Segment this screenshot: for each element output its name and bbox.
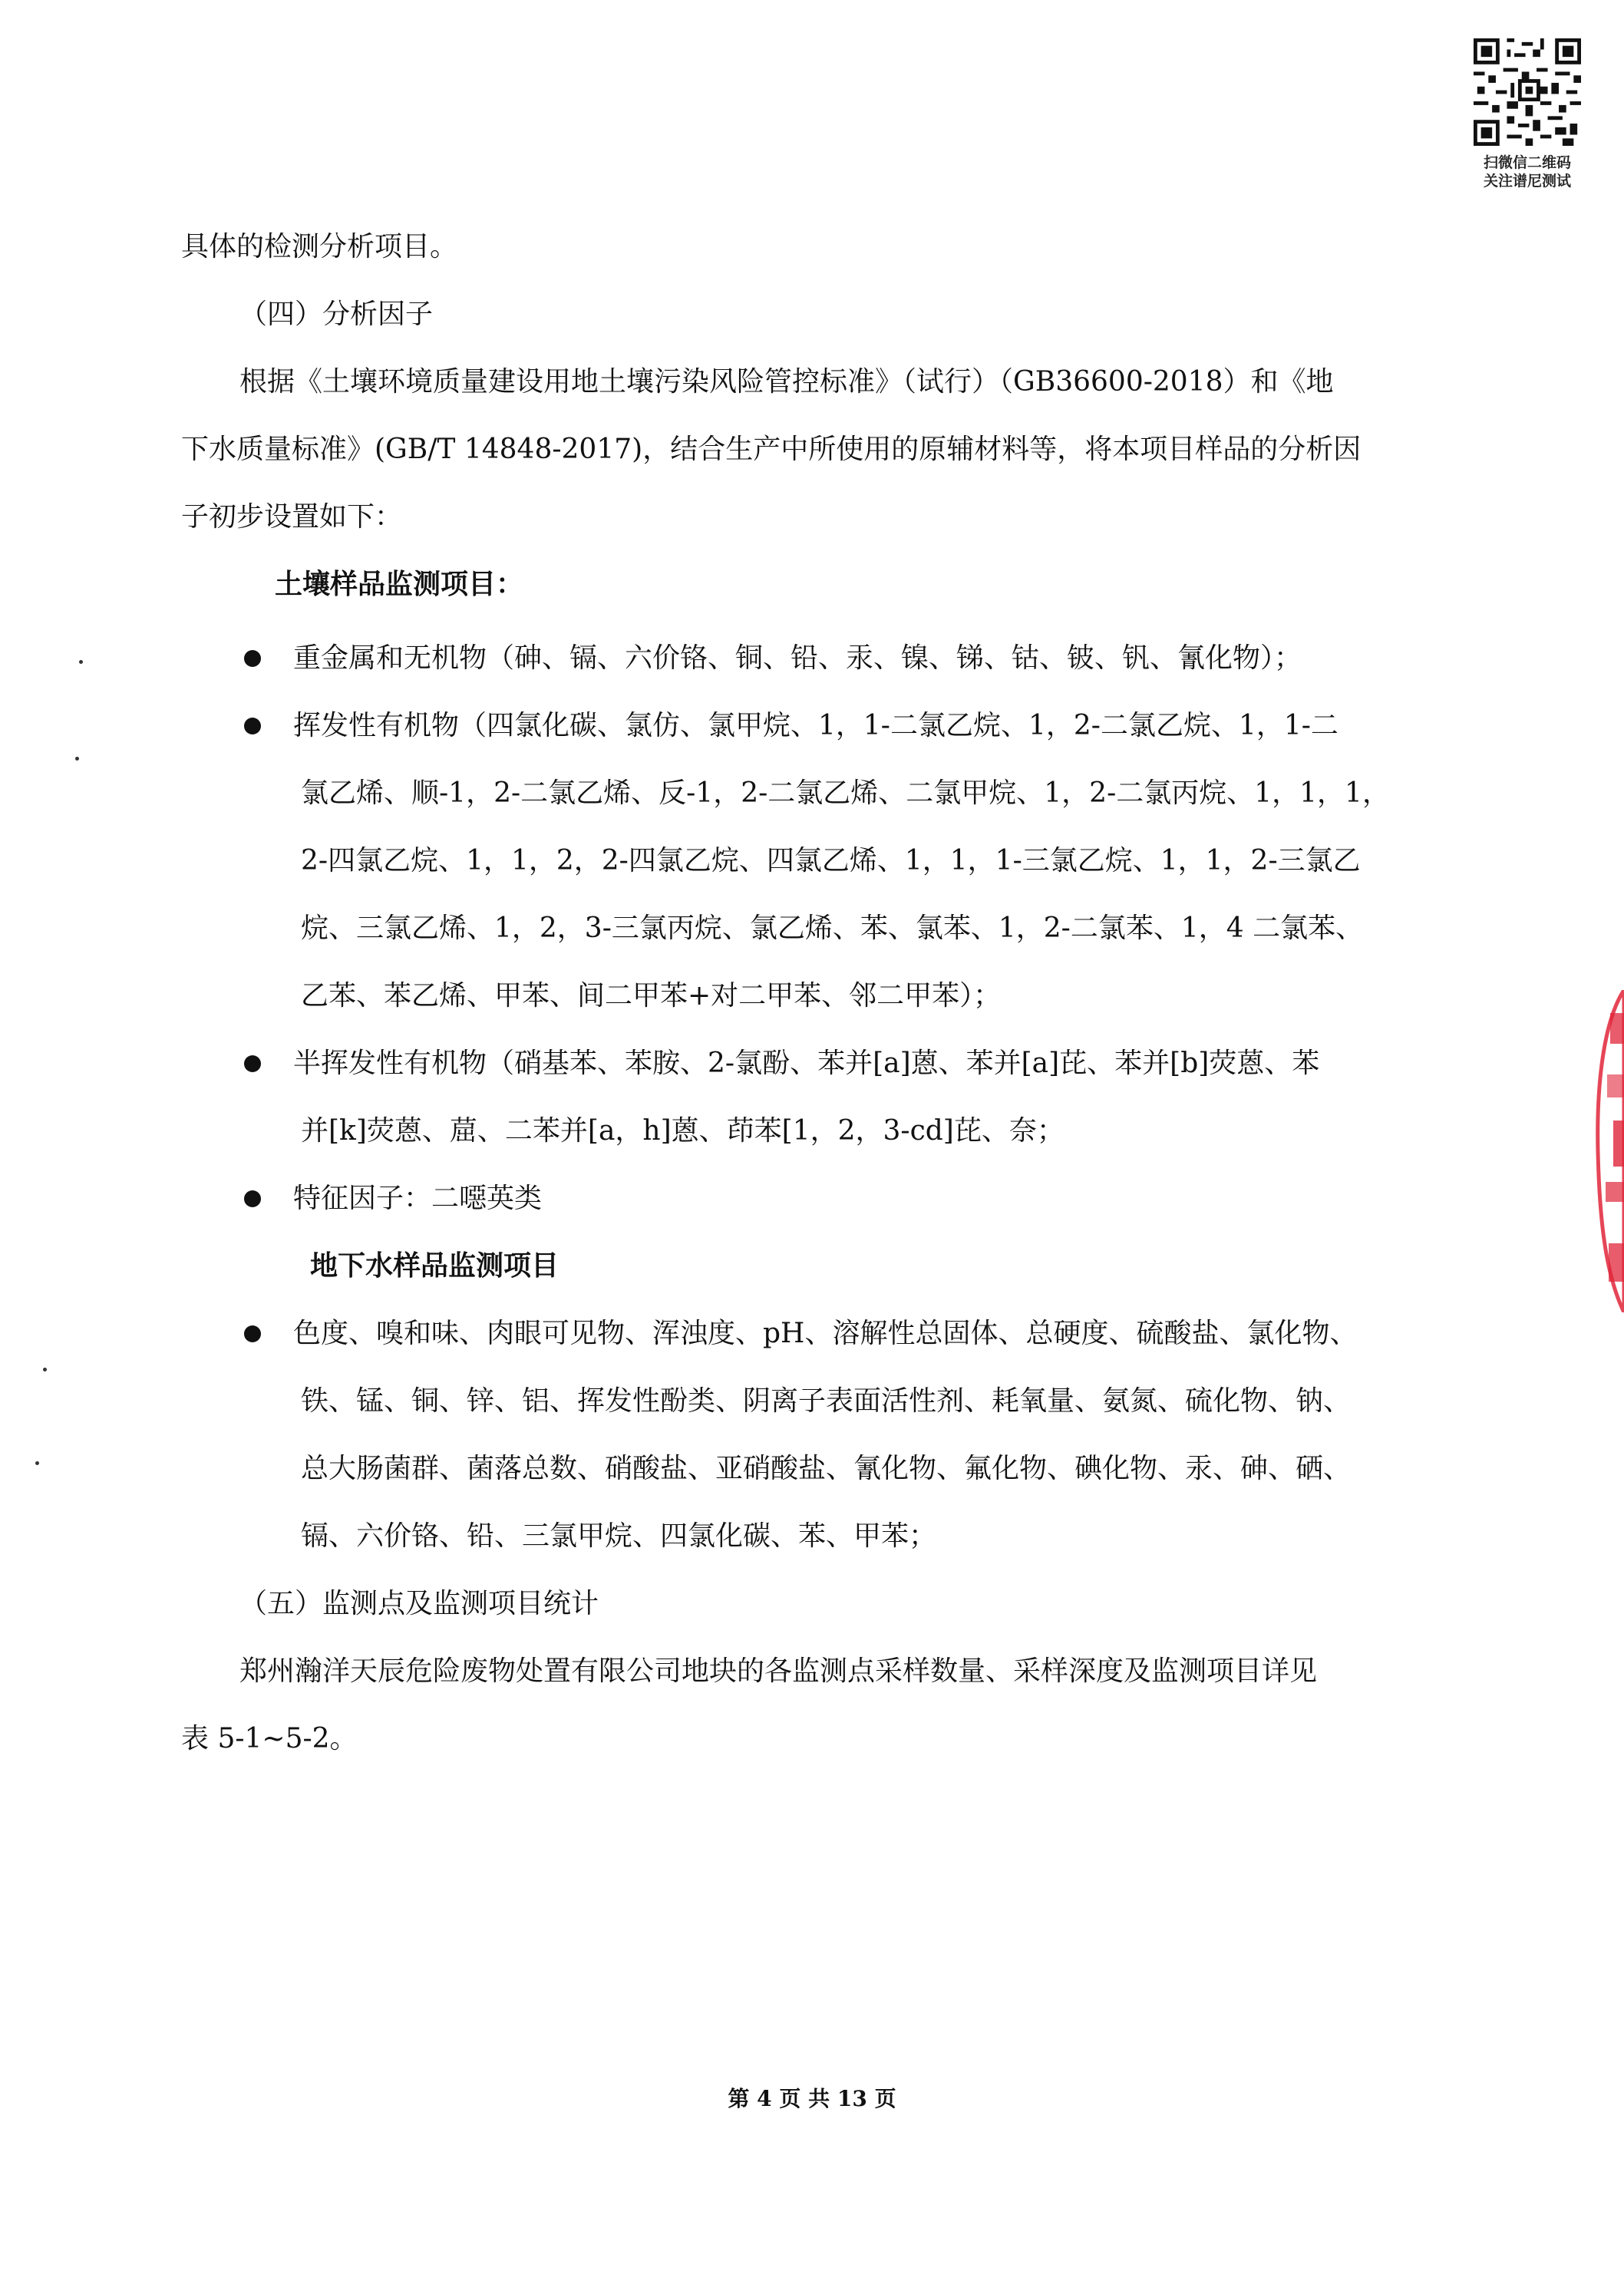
qr-caption-line: 关注谱尼测试 [1483, 173, 1571, 190]
list-item-continuation: 并[k]荧蒽、䓛、二苯并[a，h]蒽、茚苯[1，2，3-cd]芘、奈； [301, 1115, 1065, 1147]
qr-caption [1455, 153, 1599, 190]
page-footer: 第 4 页 共 13 页 [728, 2086, 896, 2111]
body-text: 子初步设置如下： [181, 501, 403, 533]
list-item: 挥发性有机物（四氯化碳、氯仿、氯甲烷、1，1-二氯乙烷、1，2-二氯乙烷、1，1-二 [293, 710, 1338, 741]
body-text: 下水质量标准》(GB/T 14848-2017)，结合生产中所使用的原辅材料等，将本项目样品的分析因 [181, 434, 1362, 465]
list-item-continuation: 氯乙烯、顺-1，2-二氯乙烯、反-1，2-二氯乙烯、二氯甲烷、1，2-二氯丙烷、1，1，1， [301, 777, 1390, 809]
body-text: 具体的检测分析项目。 [181, 231, 458, 262]
bullet-icon [244, 1055, 261, 1072]
bullet-icon [244, 650, 261, 667]
body-text: 表 5-1~5-2。 [181, 1723, 358, 1754]
scan-speck [79, 660, 83, 664]
list-item-continuation: 铁、锰、铜、锌、铝、挥发性酚类、阴离子表面活性剂、耗氧量、氨氮、硫化物、钠、 [301, 1385, 1352, 1417]
list-item: 色度、嗅和味、肉眼可见物、浑浊度、pH、溶解性总固体、总硬度、硫酸盐、氯化物、 [293, 1318, 1358, 1349]
bullet-icon [244, 1325, 261, 1342]
seal-stamp-edge [1590, 990, 1624, 1312]
bullet-icon [244, 718, 261, 734]
scan-speck [35, 1461, 39, 1465]
list-item: 重金属和无机物（砷、镉、六价铬、铜、铅、汞、镍、锑、钴、铍、钒、氰化物）； [293, 642, 1302, 674]
section-heading: （四）分析因子 [239, 299, 434, 330]
qr-code-icon [1474, 38, 1581, 146]
list-item-continuation: 乙苯、苯乙烯、甲苯、间二甲苯+对二甲苯、邻二甲苯）； [301, 980, 1002, 1012]
list-item-continuation: 烷、三氯乙烯、1，2，3-三氯丙烷、氯乙烯、苯、氯苯、1，2-二氯苯、1，4 二氯苯、 [301, 913, 1364, 944]
scan-speck [75, 757, 79, 761]
list-item-continuation: 总大肠菌群、菌落总数、硝酸盐、亚硝酸盐、氰化物、氟化物、碘化物、汞、砷、硒、 [301, 1453, 1352, 1484]
qr-caption-line: 扫微信二维码 [1483, 154, 1571, 171]
list-item-continuation: 镉、六价铬、铅、三氯甲烷、四氯化碳、苯、甲苯； [301, 1520, 937, 1552]
section-heading: （五）监测点及监测项目统计 [239, 1588, 599, 1619]
scan-speck [43, 1368, 47, 1371]
subsection-heading: 地下水样品监测项目 [310, 1250, 559, 1282]
body-text: 郑州瀚洋天辰危险废物处置有限公司地块的各监测点采样数量、采样深度及监测项目详见 [239, 1655, 1318, 1687]
list-item: 特征因子：二噁英类 [293, 1183, 543, 1214]
body-text: 根据《土壤环境质量建设用地土壤污染风险管控标准》（试行）（GB36600-2018）和《地 [239, 366, 1334, 398]
bullet-icon [244, 1190, 261, 1207]
list-item-continuation: 2-四氯乙烷、1，1，2，2-四氯乙烷、四氯乙烯、1，1，1-三氯乙烷、1，1，2-三氯乙 [301, 845, 1361, 876]
list-item: 半挥发性有机物（硝基苯、苯胺、2-氯酚、苯并[a]蒽、苯并[a]芘、苯并[b]荧蒽、苯 [293, 1048, 1320, 1079]
subsection-heading: 土壤样品监测项目： [275, 569, 524, 600]
